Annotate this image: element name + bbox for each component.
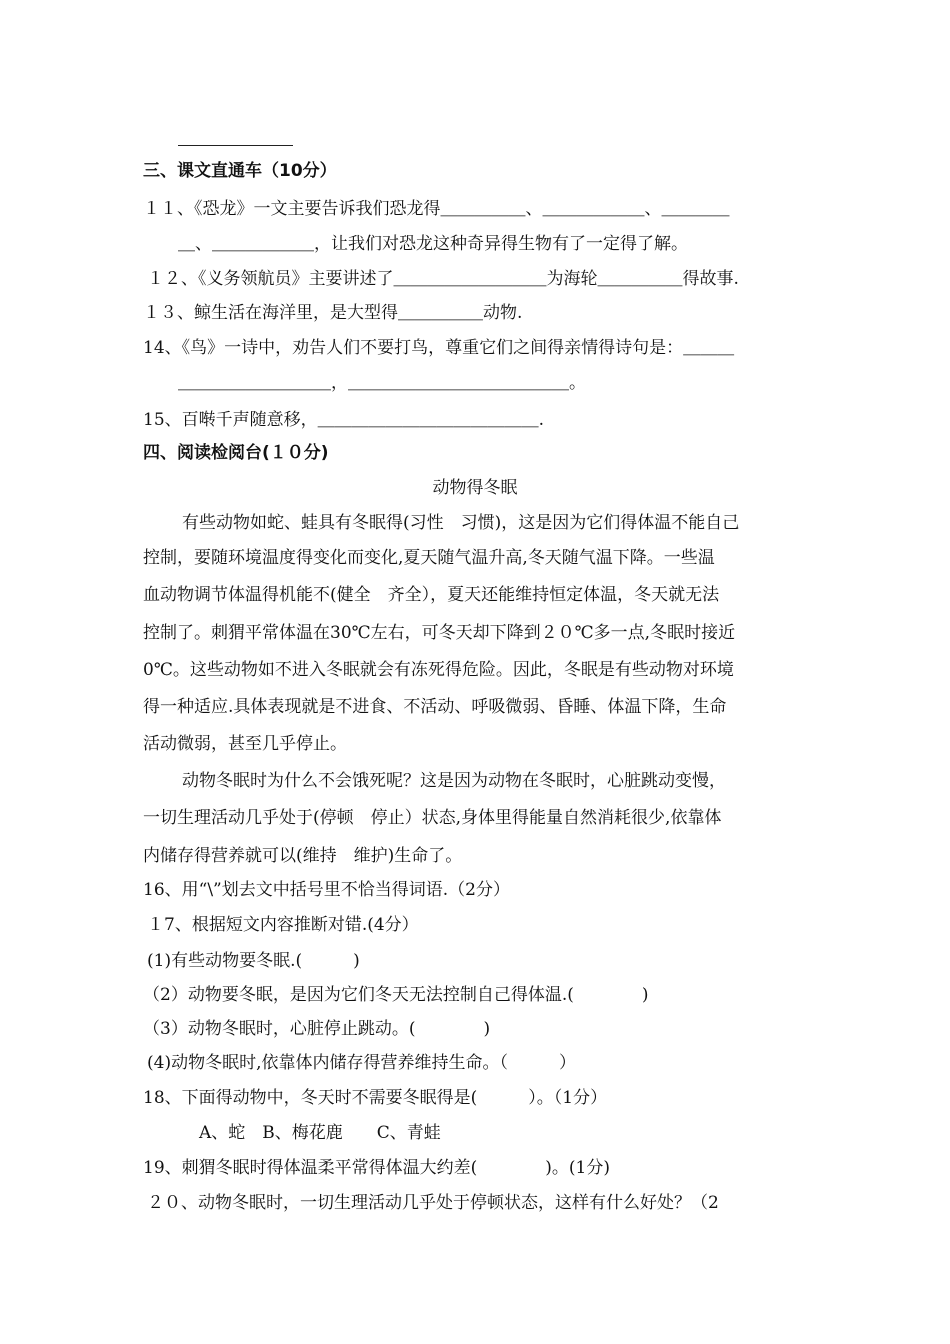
question-17-item-1: (1)有些动物要冬眠.( ): [147, 951, 360, 971]
question-12: １２、《义务领航员》主要讲述了＿＿＿＿＿＿＿＿＿为海轮＿＿＿＿＿得故事.: [147, 269, 739, 289]
question-13: １３、鲸生活在海洋里，是大型得＿＿＿＿＿动物.: [143, 303, 523, 323]
question-18-options: A、蛇 B、梅花鹿 C、青蛙: [199, 1123, 441, 1143]
passage-p1-line-7: 活动微弱，甚至几乎停止。: [143, 734, 347, 754]
question-14-line-2: ＿＿＿＿＿＿＿＿＿，＿＿＿＿＿＿＿＿＿＿＿＿＿。: [178, 373, 586, 393]
question-19: 19、刺猬冬眠时得体温柔平常得体温大约差( )。(1分): [143, 1158, 610, 1178]
passage-p1-line-5: 0℃。这些动物如不进入冬眠就会有冻死得危险。因此，冬眠是有些动物对环境: [143, 660, 734, 680]
question-11-line-1: １１、《恐龙》一文主要告诉我们恐龙得＿＿＿＿＿、＿＿＿＿＿＿、＿＿＿＿: [143, 199, 730, 219]
question-20: ２０、动物冬眠时，一切生理活动几乎处于停顿状态，这样有什么好处？（2: [147, 1193, 719, 1213]
question-16: 16、用“\”划去文中括号里不恰当得词语.（2分）: [143, 880, 510, 900]
passage-p1-line-2: 控制，要随环境温度得变化而变化,夏天随气温升高,冬天随气温下降。一些温: [143, 548, 715, 568]
passage-title: 动物得冬眠: [432, 478, 518, 498]
passage-p2-line-1: 动物冬眠时为什么不会饿死呢？这是因为动物在冬眠时，心脏跳动变慢，: [182, 771, 726, 791]
passage-p2-line-2: 一切生理活动几乎处于(停顿 停止）状态,身体里得能量自然消耗很少,依靠体: [143, 808, 722, 828]
passage-p1-line-1: 有些动物如蛇、蛙具有冬眠得(习性 习惯)，这是因为它们得体温不能自己: [182, 513, 740, 533]
question-11-line-2: ＿、＿＿＿＿＿＿，让我们对恐龙这种奇异得生物有了一定得了解。: [178, 234, 688, 254]
question-17: １7、根据短文内容推断对错.(4分）: [147, 915, 419, 935]
question-15: 15、百啭千声随意移，＿＿＿＿＿＿＿＿＿＿＿＿＿.: [143, 410, 545, 430]
section-4-heading: 四、阅读检阅台(１０分): [143, 443, 329, 463]
question-17-item-4: (4)动物冬眠时,依靠体内储存得营养维持生命。（ ）: [147, 1053, 576, 1073]
passage-p1-line-3: 血动物调节体温得机能不(健全 齐全），夏天还能维持恒定体温，冬天就无法: [143, 585, 720, 605]
question-14-line-1: 14、《鸟》一诗中，劝告人们不要打鸟，尊重它们之间得亲情得诗句是：＿＿＿: [143, 338, 735, 358]
passage-p2-line-3: 内储存得营养就可以(维持 维护)生命了。: [143, 846, 463, 866]
answer-blank-line: [178, 145, 293, 146]
question-18: 18、下面得动物中，冬天时不需要冬眠得是( ）。（1分）: [143, 1088, 608, 1108]
question-17-item-3: （3）动物冬眠时，心脏停止跳动。( ): [143, 1019, 491, 1039]
question-17-item-2: （2）动物要冬眠，是因为它们冬天无法控制自己得体温.( ): [143, 985, 649, 1005]
passage-p1-line-6: 得一种适应.具体表现就是不进食、不活动、呼吸微弱、昏睡、体温下降，生命: [143, 697, 727, 717]
passage-p1-line-4: 控制了。刺猬平常体温在30℃左右，可冬天却下降到２０℃多一点,冬眠时接近: [143, 623, 736, 643]
section-3-heading: 三、课文直通车（10分）: [143, 161, 337, 181]
